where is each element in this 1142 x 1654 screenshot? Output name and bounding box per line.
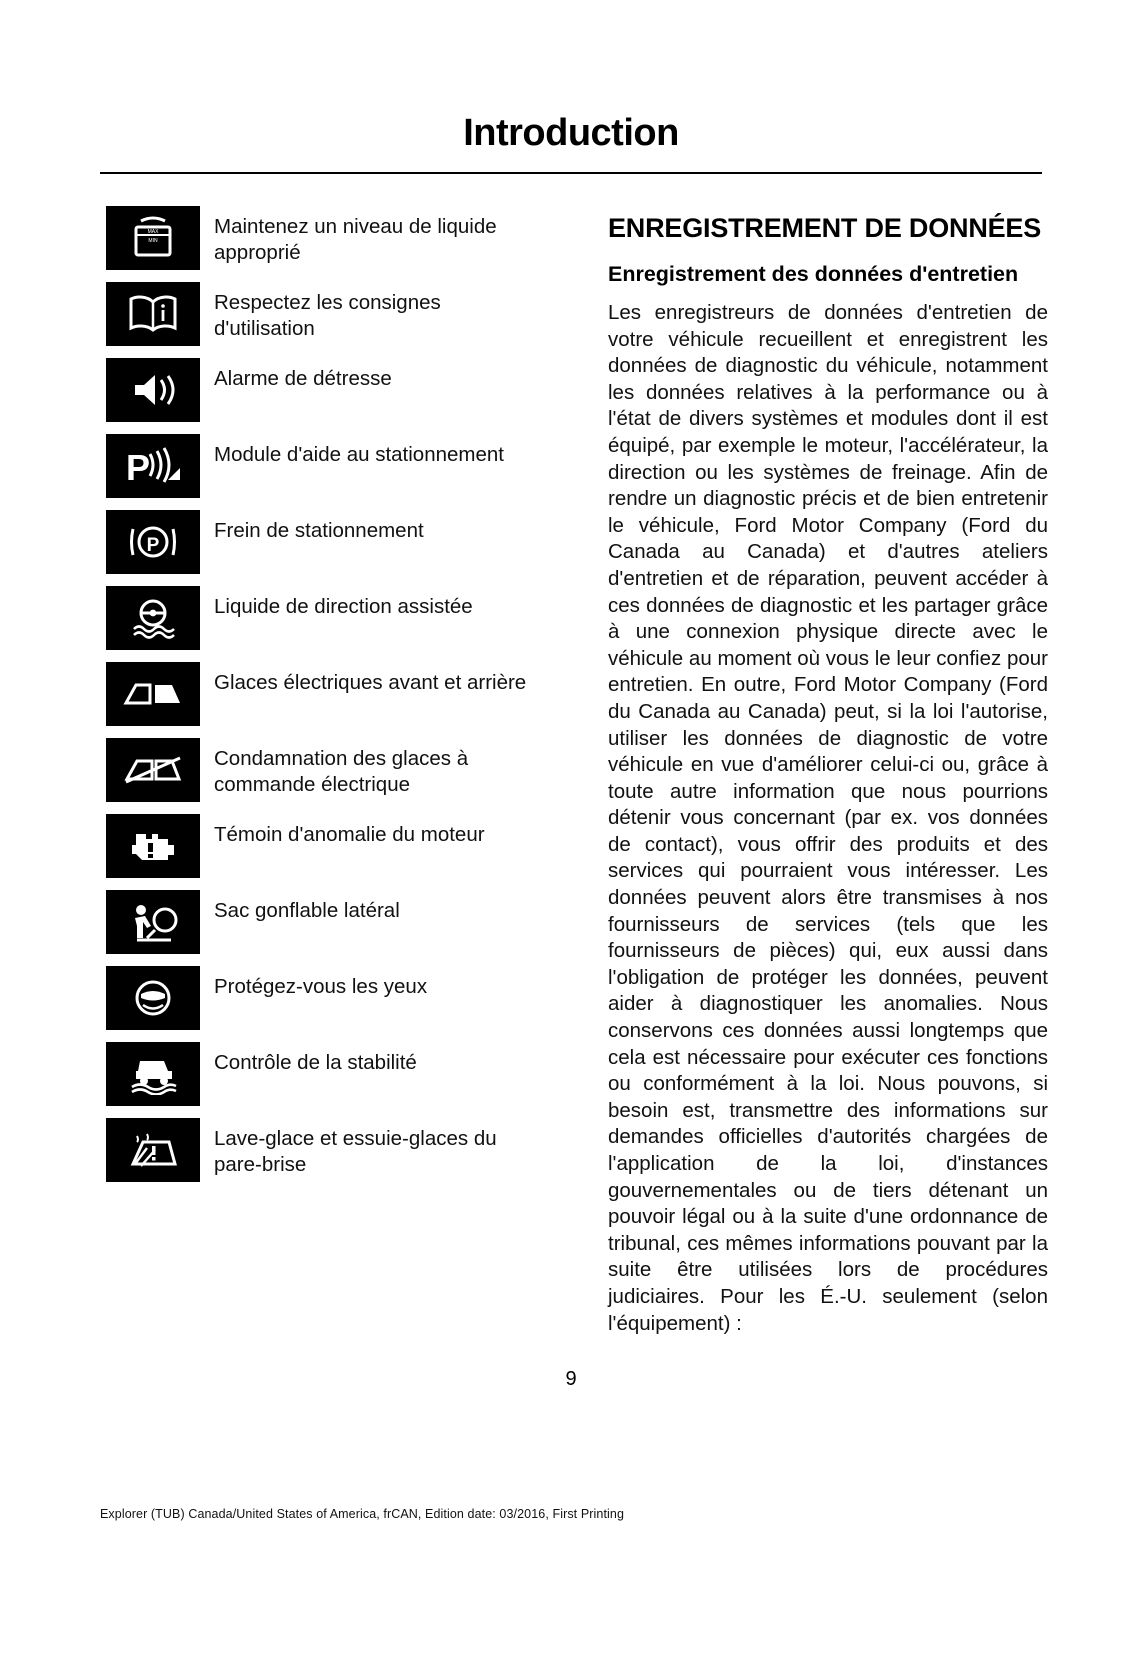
windshield-washer-wiper-icon bbox=[106, 1118, 200, 1182]
title-divider bbox=[100, 172, 1042, 174]
body-paragraph: Les enregistreurs de données d'entretien de votre véhicule recueillent et enregistrent les données de diagnostic du véhicule, notamment les données relatives à la performance ou à l'état de divers systèmes et modules dont il est équipé, par exemple le moteur, l'accélérateur, la direction ou les systèmes de freinage. Afin de rendre un diagnostic précis et de bien entretenir le véhicule, Ford Motor Company (Ford du Canada au Canada) et d'autres ateliers d'entretien et de réparation, peuvent accéder à ces données de diagnostic et les partager grâce à une connexion physique directe avec le véhicule au moment où vous le leur confiez pour entretien. En outre, Ford Motor Company (Ford du Canada au Canada) peut, si la loi l'autorise, utiliser les données de diagnostic de votre véhicule en vue d'améliorer celui-ci ou, grâce à toute autre information que nous pourrions détenir vous concernant (par ex. vos données de contact), vous offrir des produits et des services qui pourraient vous intéresser. Les données peuvent alors être transmises à nos fournisseurs de services (tels que les fournisseurs de pièces) qui, eux aussi dans l'obligation de protéger les données, peuvent aider à diagnostiquer les anomalies. Nous conservons ces données aussi longtemps que cela est nécessaire pour exécuter ces fonctions ou conformément à la loi. Nous pouvons, si besoin est, transmettre des informations sur demandes officielles d'autorités chargées de l'application de la loi, d'instances gouvernementales ou de tiers détenant un pouvoir légal ou à la suite d'une ordonnance de tribunal, ces mêmes informations pouvant par la suite être utilisées lors de procédures judiciaires. Pour les É.-U. seulement (selon l'équipement) : bbox=[608, 301, 1048, 1335]
main-content bbox=[608, 212, 1048, 1337]
list-item-label: Condamnation des glaces à commande électrique bbox=[214, 747, 469, 796]
section-heading: ENREGISTREMENT DE DONNÉES bbox=[608, 213, 1042, 243]
list-item bbox=[106, 358, 546, 422]
svg-text:P: P bbox=[126, 447, 151, 488]
list-item-label: Témoin d'anomalie du moteur bbox=[214, 823, 485, 846]
list-item-label: Liquide de direction assistée bbox=[214, 595, 473, 618]
list-item-label: Protégez-vous les yeux bbox=[214, 975, 428, 998]
list-item-label: Glaces électriques avant et arrière bbox=[214, 671, 527, 694]
svg-text:MAX: MAX bbox=[147, 229, 159, 235]
svg-text:P: P bbox=[146, 535, 160, 556]
parking-aid-icon bbox=[106, 434, 200, 498]
hazard-warning-icon bbox=[106, 358, 200, 422]
engine-malfunction-icon bbox=[106, 814, 200, 878]
window-lockout-icon bbox=[106, 738, 200, 802]
page-number: 9 bbox=[565, 1368, 577, 1390]
list-item-label: Contrôle de la stabilité bbox=[214, 1051, 417, 1074]
list-item bbox=[106, 662, 546, 726]
list-item-label: Alarme de détresse bbox=[214, 367, 392, 390]
list-item bbox=[106, 738, 546, 802]
list-item bbox=[106, 510, 546, 574]
stability-control-icon bbox=[106, 1042, 200, 1106]
svg-text:MIN: MIN bbox=[148, 238, 158, 244]
side-airbag-icon bbox=[106, 890, 200, 954]
section-subheading: Enregistrement des données d'entretien bbox=[608, 262, 1019, 286]
list-item-label: Maintenez un niveau de liquide approprié bbox=[214, 215, 497, 264]
list-item bbox=[106, 966, 546, 1030]
power-windows-front-rear-icon bbox=[106, 662, 200, 726]
list-item bbox=[106, 814, 546, 878]
list-item bbox=[106, 434, 546, 498]
list-item-label: Sac gonflable latéral bbox=[214, 899, 400, 922]
list-item-label: Respectez les consignes d'utilisation bbox=[214, 291, 441, 340]
parking-brake-icon bbox=[106, 510, 200, 574]
list-item bbox=[106, 586, 546, 650]
owners-manual-icon bbox=[106, 282, 200, 346]
list-item bbox=[106, 282, 546, 346]
list-item bbox=[106, 1118, 546, 1182]
eye-protection-icon bbox=[106, 966, 200, 1030]
footer-text: Explorer (TUB) Canada/United States of America, frCAN, Edition date: 03/2016, First Printing bbox=[100, 1507, 625, 1521]
list-item bbox=[106, 1042, 546, 1106]
list-item-label: Module d'aide au stationnement bbox=[214, 443, 504, 466]
list-item bbox=[106, 206, 546, 270]
power-steering-fluid-icon bbox=[106, 586, 200, 650]
list-item bbox=[106, 890, 546, 954]
list-item-label: Lave-glace et essuie-glaces du pare-brise bbox=[214, 1127, 497, 1176]
list-item-label: Frein de stationnement bbox=[214, 519, 424, 542]
page-title: Introduction bbox=[463, 112, 679, 154]
fluid-level-icon bbox=[106, 206, 200, 270]
symbol-list bbox=[106, 206, 546, 1194]
